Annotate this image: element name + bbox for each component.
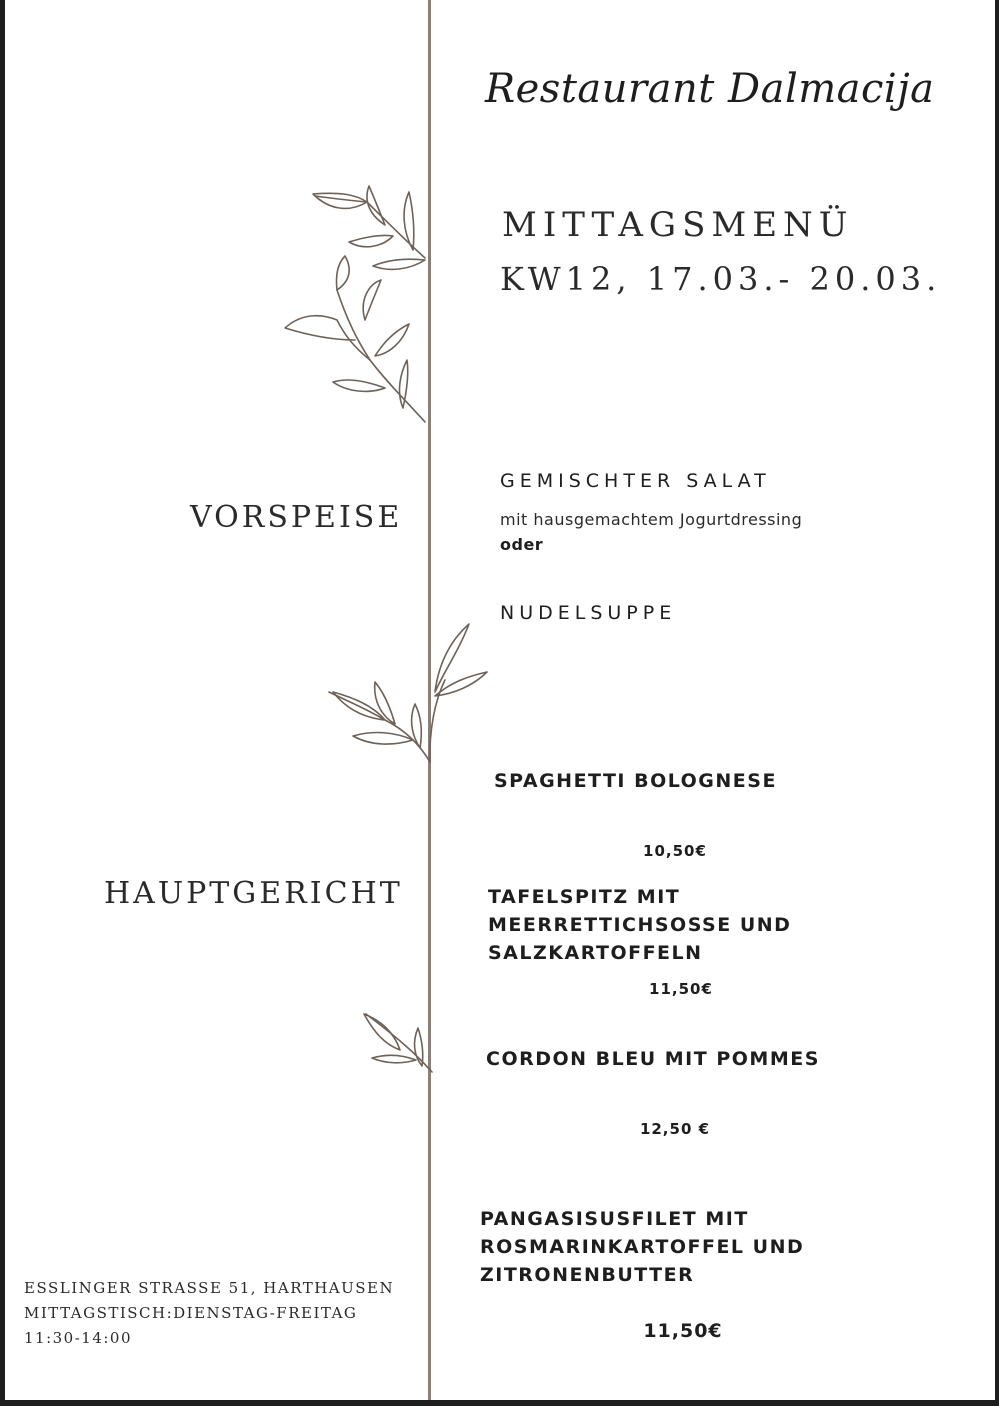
section-label-starter: VORSPEISE: [190, 500, 403, 535]
main-dish-name-line: ROSMARINKARTOFFEL UND: [480, 1236, 805, 1258]
menu-title: MITTAGSMENÜ: [502, 205, 854, 245]
main-dish-name-line: MEERRETTICHSOSSE UND: [488, 914, 792, 936]
footer-address: ESSLINGER STRASSE 51, HARTHAUSEN: [24, 1279, 395, 1297]
main-dish-price: 12,50 €: [639, 1120, 711, 1138]
main-dish-name-line: TAFELSPITZ MIT: [488, 886, 681, 908]
footer-info: [24, 1276, 394, 1351]
menu-page: [5, 0, 995, 1400]
starter-item-salad: GEMISCHTER SALAT: [500, 470, 771, 492]
main-dish-price: 11,50€: [649, 980, 713, 998]
main-dish-price: 11,50€: [643, 1320, 723, 1342]
menu-week: KW12, 17.03.- 20.03.: [500, 260, 942, 298]
footer-hours-label: MITTAGSTISCH:DIENSTAG-FREITAG: [24, 1304, 358, 1322]
starter-or-label: oder: [500, 535, 544, 554]
main-dish-name: [480, 1205, 804, 1289]
starter-item-salad-desc: mit hausgemachtem Jogurtdressing: [500, 510, 803, 529]
main-dish-name-line: ZITRONENBUTTER: [480, 1264, 695, 1286]
main-dish-name-line: PANGASISUSFILET MIT: [480, 1208, 749, 1230]
main-dish-name: SPAGHETTI BOLOGNESE: [494, 770, 777, 792]
restaurant-name: Restaurant Dalmacija: [485, 66, 935, 112]
main-dish-price: 10,50€: [643, 842, 707, 860]
main-dish-name: CORDON BLEU MIT POMMES: [486, 1048, 820, 1070]
leaf-branch-icon: [325, 620, 495, 770]
main-dish-name-line: SALZKARTOFFELN: [488, 942, 703, 964]
leaf-branch-icon: [360, 1010, 440, 1080]
footer-hours: 11:30-14:00: [24, 1329, 133, 1347]
main-dish-name: [488, 883, 791, 967]
starter-item-soup: NUDELSUPPE: [500, 602, 677, 624]
leaf-branch-icon: [275, 180, 435, 430]
section-label-main: HAUPTGERICHT: [104, 876, 403, 911]
